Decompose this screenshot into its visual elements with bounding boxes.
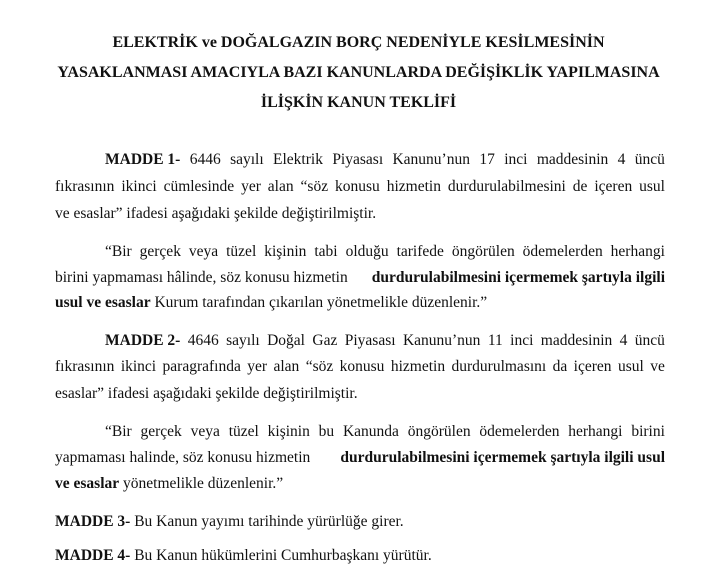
word: fıkrasının [55,358,115,375]
madde2-line-1 [105,331,665,351]
word: kişinin [267,423,310,440]
madde4-text: Bu Kanun hükümlerini Cumhurbaşkanı yürütür. [130,547,432,564]
madde3-label: MADDE 3- [55,513,131,530]
word: tabi [314,243,338,260]
word: öngörülen [451,243,515,260]
word: Gaz [312,332,338,349]
madde1-label: MADDE 1- [105,151,181,168]
word: ödemelerden [522,243,603,260]
word: olduğu [345,243,389,260]
word: Doğal [267,332,305,349]
word: ve [650,358,665,375]
title-line-3: İLİŞKİN KANUN TEKLİFİ [260,94,457,111]
word: herhangi [568,423,623,440]
word: üncü [634,151,665,168]
madde3-line [55,512,404,532]
madde3-text: Bu Kanun yayımı tarihinde yürürlüğe girer. [130,513,404,530]
word: 11 [487,332,503,349]
word: Elektrik [273,151,323,168]
word: gerçek [139,243,181,260]
quote2-line-3 [55,474,283,494]
quote1-l2-bold: durdurulabilmesini içermemek şartıyla ilgili [371,269,665,286]
word: usul [639,178,665,195]
word: durdurulmasını [451,358,547,375]
word: inci [504,151,528,168]
madde1-line-2 [55,177,665,197]
word: durdurulabilmesini [447,178,566,195]
word: maddesinin [540,332,613,349]
word: Kanunu’nun [402,332,481,349]
quote1-l3-text: Kurum tarafından çıkarılan yönetmelikle düzenlenir.” [150,294,488,311]
word: inci [510,332,534,349]
word: alan [267,178,294,195]
word: ikinci [120,358,157,375]
word: “Bir [105,423,132,440]
word: bu [318,423,335,440]
quote1-l3-bold: usul ve esaslar [55,294,151,311]
word: tarifede [396,243,444,260]
word: 4 [619,332,628,349]
word: hizmetin [390,358,446,375]
madde2-label: MADDE 2- [105,332,181,349]
word: ikinci [121,178,157,195]
quote1-line-2 [55,268,665,288]
word: herhangi [610,243,665,260]
word: Piyasası [332,151,384,168]
word: içeren [573,358,612,375]
word: üncü [634,332,665,349]
word: 17 [479,151,495,168]
madde4-label: MADDE 4- [55,547,131,564]
word: sayılı [230,151,264,168]
word: fıkrasının [55,178,115,195]
word: maddesinin [536,151,609,168]
word: tüzel [226,243,257,260]
word: de [572,178,588,195]
quote2-l3-bold: ve esaslar [55,475,120,492]
word: 4 [617,151,626,168]
word: “söz [300,178,329,195]
word: sayılı [226,332,260,349]
madde1-line-3: ve esaslar” ifadesi aşağıdaki şekilde değiştirilmiştir. [55,205,377,222]
word: yer [247,358,268,375]
word: Kanunda [342,423,399,440]
word: yer [241,178,261,195]
title-line-1: ELEKTRİK ve DOĞALGAZIN BORÇ NEDENİYLE KESİLMESİNİN [112,34,605,51]
word: öngörülen [407,423,471,440]
word: ödemelerden [479,423,560,440]
word: konusu [335,178,380,195]
quote2-l2-bold: durdurulabilmesini içermemek şartıyla ilgili usul [340,449,665,466]
word: veya [188,243,219,260]
quote2-line-1 [105,422,665,442]
word: konusu [339,358,385,375]
word: hizmetin [386,178,441,195]
madde1-line-1 [105,150,665,170]
word: usul [617,358,644,375]
madde2-line-2 [55,357,665,377]
word: cümlesinde [163,178,235,195]
word: paragrafında [162,358,241,375]
quote1-l2-text: birini yapmaması hâlinde, söz konusu hizmetin [55,269,348,286]
word: içeren [594,178,633,195]
quote2-line-2 [55,448,665,468]
word: veya [190,423,220,440]
word: gerçek [140,423,182,440]
title-line-2: YASAKLANMASI AMACIYLA BAZI KANUNLARDA DEĞİŞİKLİK YAPILMASINA [57,64,660,81]
word: alan [273,358,300,375]
word: “söz [305,358,334,375]
quote1-line-3 [55,293,487,313]
word: “Bir [105,243,132,260]
word: Piyasası [344,332,396,349]
quote2-l2-text: yapmaması halinde, söz konusu hizmetin [55,449,311,466]
word: kişinin [264,243,307,260]
word: Kanunu’nun [392,151,470,168]
document-title [40,28,677,118]
word: birini [631,423,665,440]
quote1-line-1 [105,242,665,262]
word: tüzel [228,423,259,440]
madde2-line-3: esaslar” ifadesi aşağıdaki şekilde değiştirilmiştir. [55,385,358,402]
word: da [552,358,568,375]
madde4-line [55,546,432,566]
quote2-l3-text: yönetmelikle düzenlenir.” [119,475,284,492]
word: 6446 [189,151,221,168]
word: 4646 [187,332,219,349]
